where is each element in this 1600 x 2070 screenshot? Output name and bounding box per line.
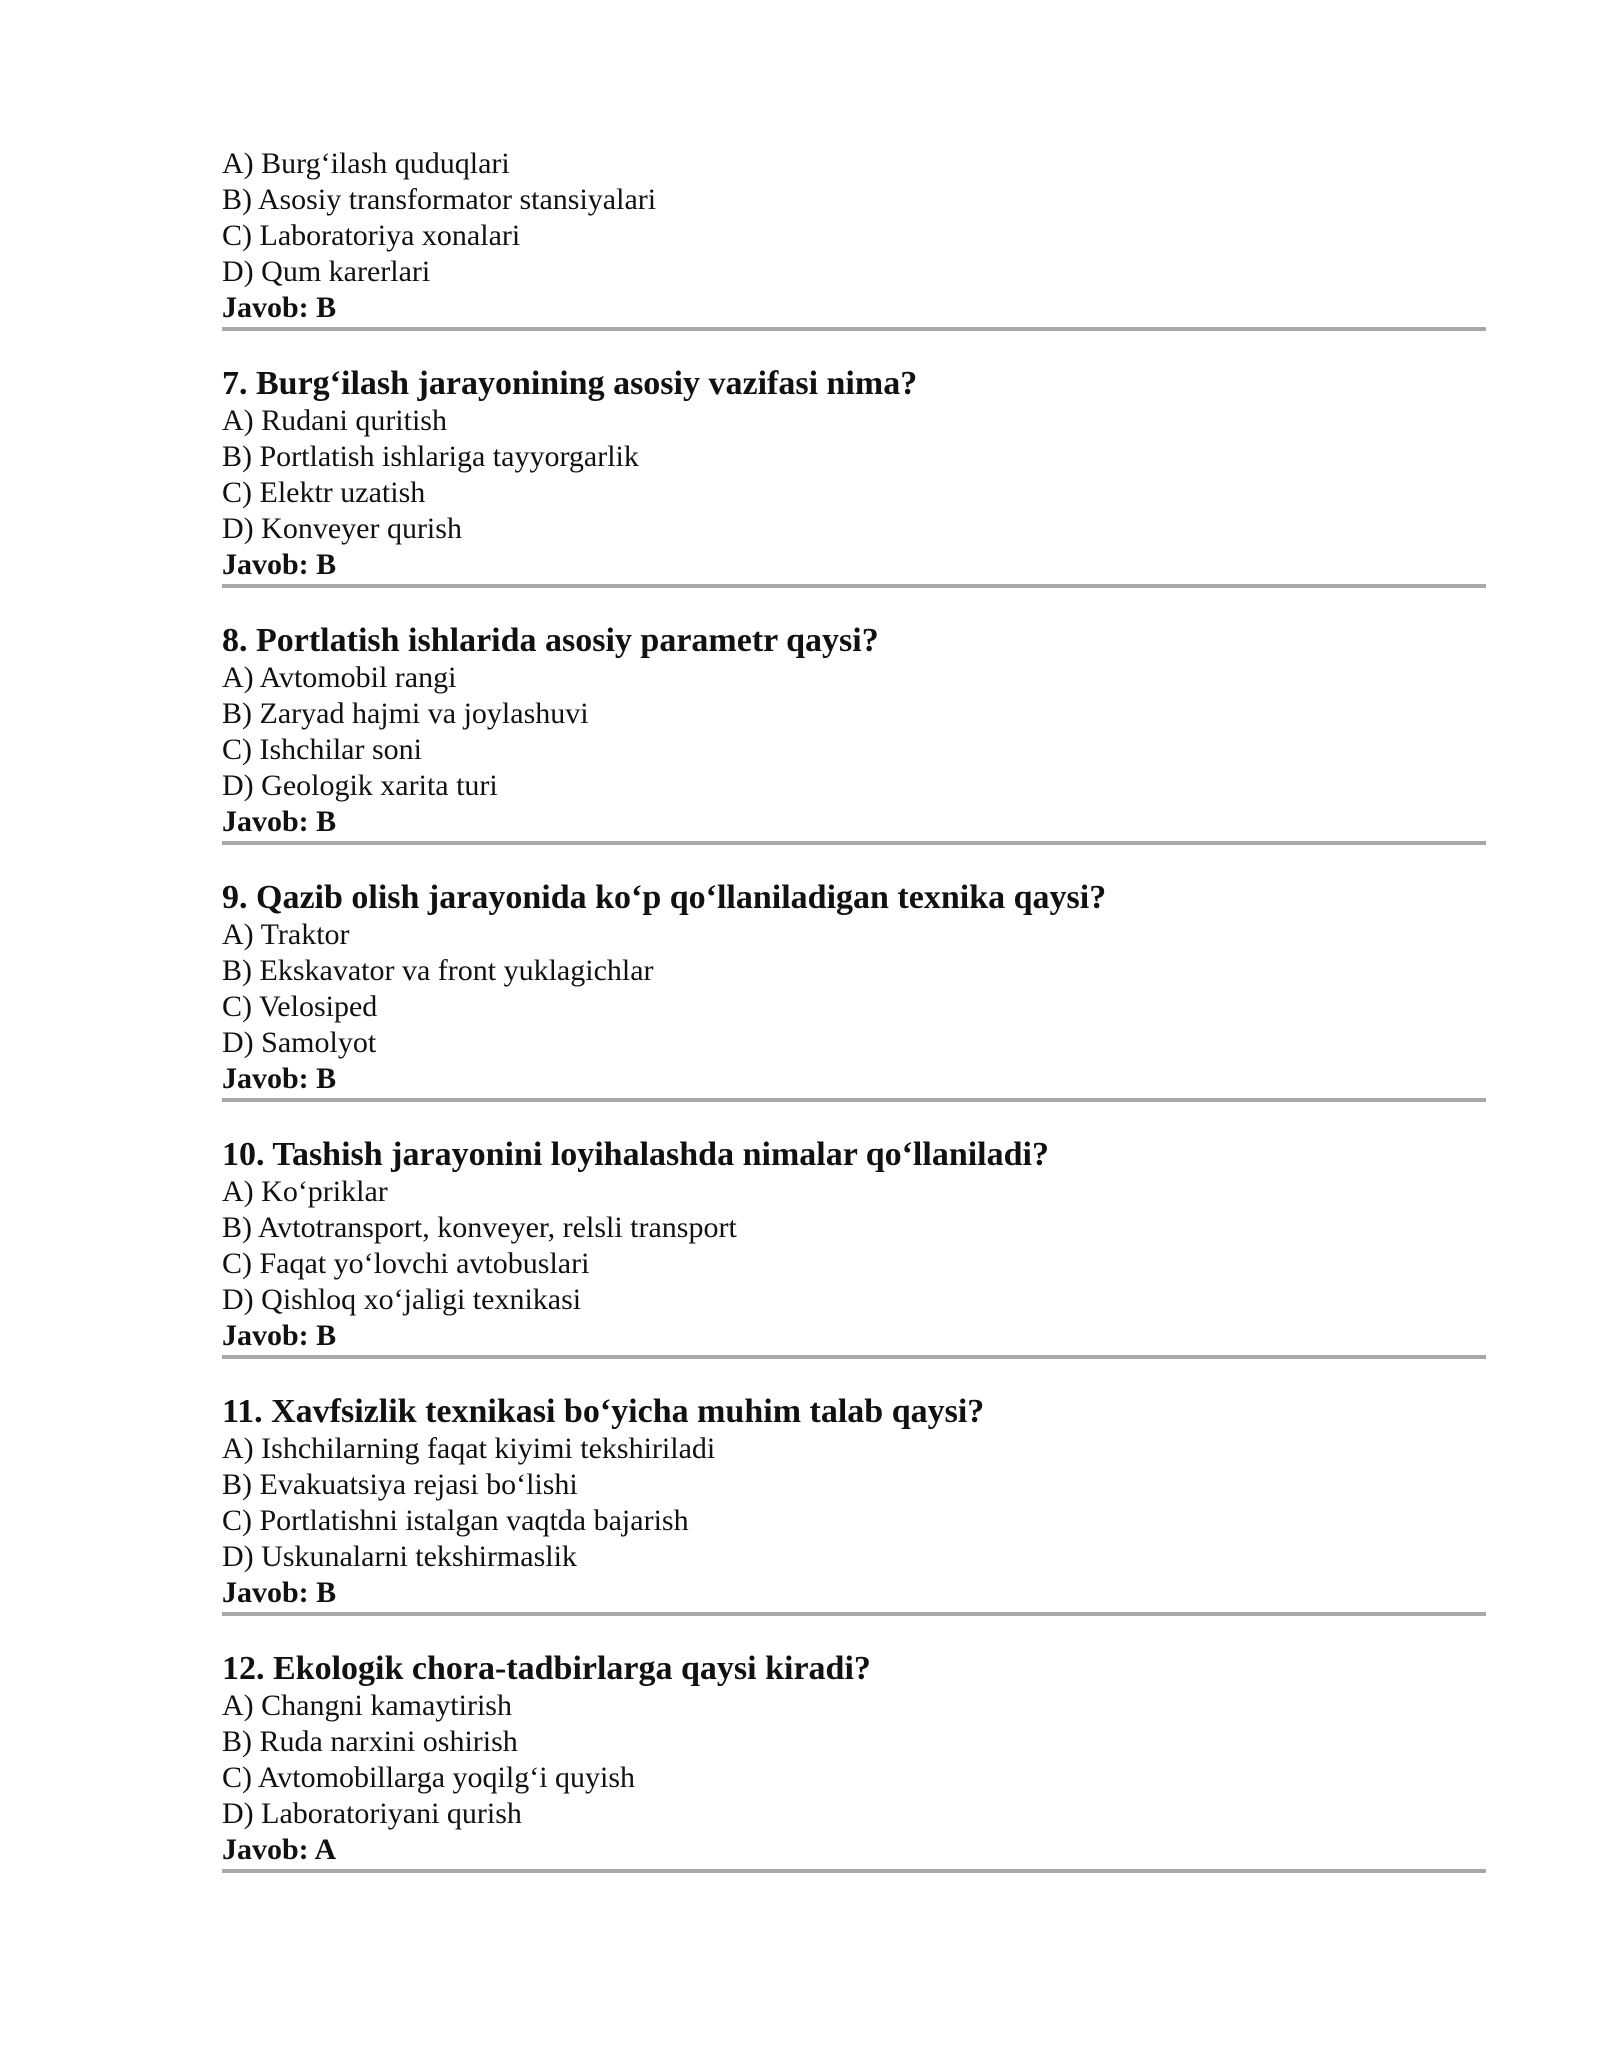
option-b: B) Evakuatsiya rejasi bo‘lishi xyxy=(222,1468,578,1501)
spacer xyxy=(222,1359,1486,1393)
option-c: C) Faqat yo‘lovchi avtobuslari xyxy=(222,1247,590,1280)
spacer xyxy=(222,1102,1486,1136)
option-d: D) Qum karerlari xyxy=(222,255,431,288)
option-c: C) Velosiped xyxy=(222,990,378,1023)
option-a: A) Changni kamaytirish xyxy=(222,1689,512,1722)
option-d: D) Qishloq xo‘jaligi texnikasi xyxy=(222,1283,582,1316)
option-b: B) Ruda narxini oshirish xyxy=(222,1725,518,1758)
option-a: A) Rudani quritish xyxy=(222,404,447,437)
option-b: B) Portlatish ishlariga tayyorgarlik xyxy=(222,440,639,473)
option-c: C) Avtomobillarga yoqilg‘i quyish xyxy=(222,1761,636,1794)
question-block-7 xyxy=(222,365,1486,588)
option-d: D) Konveyer qurish xyxy=(222,512,462,545)
answer-line: Javob: B xyxy=(222,1062,337,1095)
answer-line: Javob: B xyxy=(222,1319,337,1352)
question-title: 11. Xavfsizlik texnikasi bo‘yicha muhim talab qaysi? xyxy=(222,1393,985,1430)
spacer xyxy=(222,331,1486,365)
option-a: A) Burg‘ilash quduqlari xyxy=(222,147,510,180)
spacer xyxy=(222,588,1486,622)
spacer xyxy=(222,1616,1486,1650)
option-b: B) Zaryad hajmi va joylashuvi xyxy=(222,697,589,730)
answer-line: Javob: B xyxy=(222,548,337,581)
option-c: C) Laboratoriya xonalari xyxy=(222,219,521,252)
option-d: D) Geologik xarita turi xyxy=(222,769,498,802)
option-d: D) Uskunalarni tekshirmaslik xyxy=(222,1540,577,1573)
option-a: A) Ko‘priklar xyxy=(222,1175,388,1208)
option-a: A) Avtomobil rangi xyxy=(222,661,457,694)
question-block-8 xyxy=(222,622,1486,845)
answer-line: Javob: B xyxy=(222,1576,337,1609)
question-block-11 xyxy=(222,1393,1486,1616)
option-b: B) Asosiy transformator stansiyalari xyxy=(222,183,657,216)
option-a: A) Ishchilarning faqat kiyimi tekshiriladi xyxy=(222,1432,716,1465)
option-c: C) Elektr uzatish xyxy=(222,476,426,509)
question-title: 8. Portlatish ishlarida asosiy parametr qaysi? xyxy=(222,622,879,659)
question-title: 10. Tashish jarayonini loyihalashda nimalar qo‘llaniladi? xyxy=(222,1136,1049,1173)
option-d: D) Laboratoriyani qurish xyxy=(222,1797,522,1830)
option-c: C) Portlatishni istalgan vaqtda bajarish xyxy=(222,1504,689,1537)
option-c: C) Ishchilar soni xyxy=(222,733,422,766)
answer-line: Javob: B xyxy=(222,291,337,324)
question-title: 7. Burg‘ilash jarayonining asosiy vazifasi nima? xyxy=(222,365,918,402)
question-block-10 xyxy=(222,1136,1486,1359)
answer-line: Javob: B xyxy=(222,805,337,838)
answer-line: Javob: A xyxy=(222,1833,337,1866)
option-b: B) Avtotransport, konveyer, relsli transport xyxy=(222,1211,737,1244)
option-a: A) Traktor xyxy=(222,918,350,951)
spacer xyxy=(222,845,1486,879)
question-block-9 xyxy=(222,879,1486,1102)
question-title: 9. Qazib olish jarayonida ko‘p qo‘llaniladigan texnika qaysi? xyxy=(222,879,1107,916)
question-block-12 xyxy=(222,1650,1486,1873)
document-page xyxy=(222,146,1486,1873)
question-title: 12. Ekologik chora-tadbirlarga qaysi kiradi? xyxy=(222,1650,871,1687)
option-d: D) Samolyot xyxy=(222,1026,377,1059)
option-b: B) Ekskavator va front yuklagichlar xyxy=(222,954,654,987)
divider xyxy=(222,1869,1486,1873)
question-block-6 xyxy=(222,146,1486,331)
